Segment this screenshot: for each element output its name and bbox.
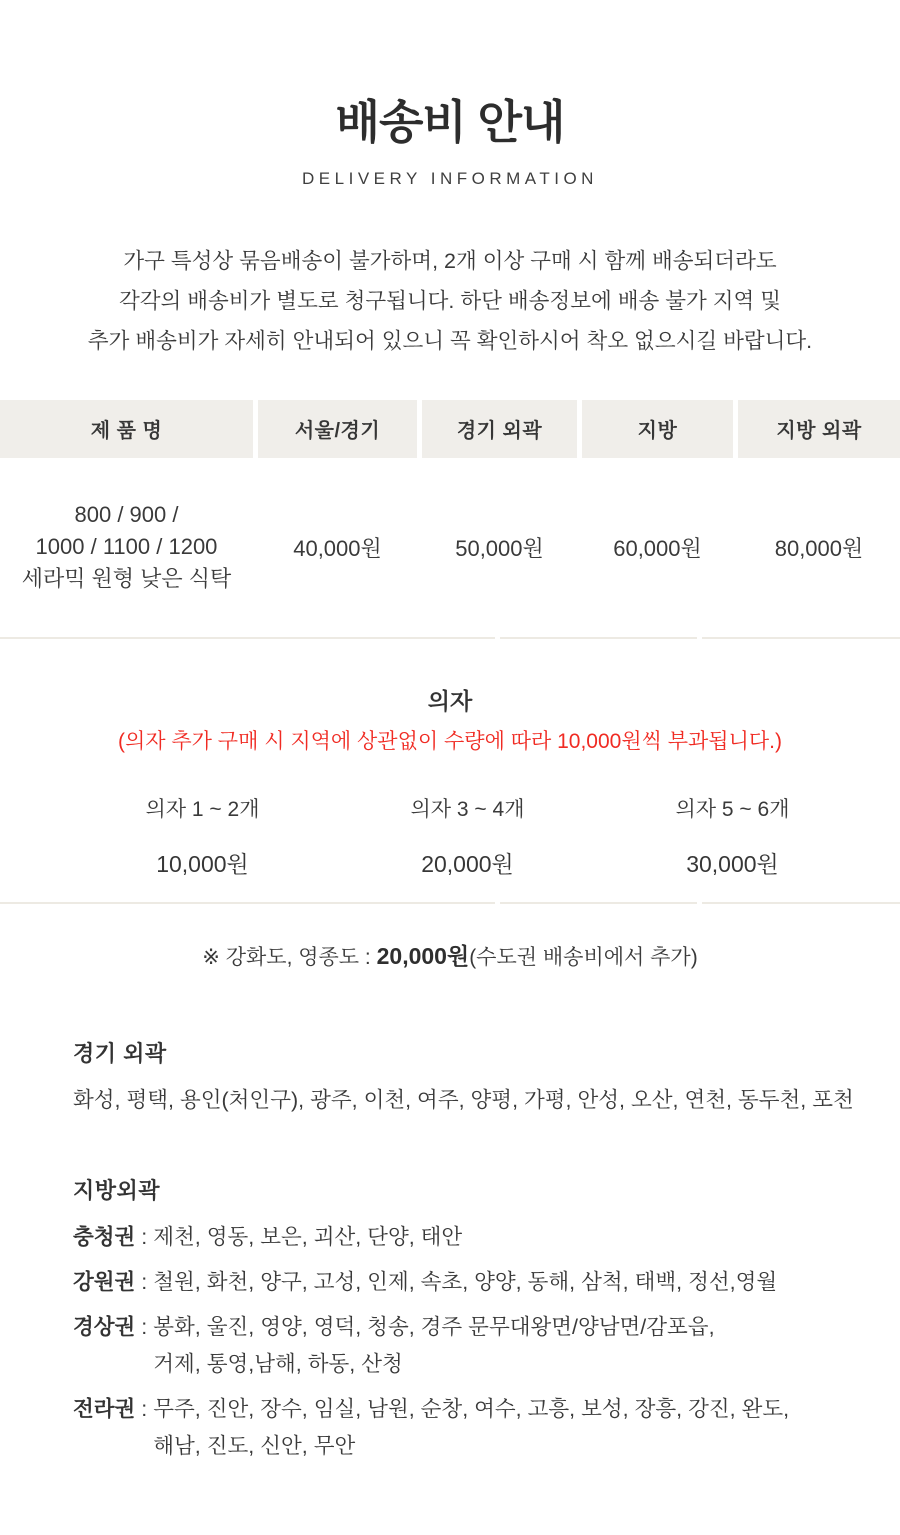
region-row-gyeongsang xyxy=(73,1309,855,1383)
price-cell-province: 60,000원 xyxy=(613,535,702,561)
region-cities-line: 제천, 영동, 보은, 괴산, 단양, 태안 xyxy=(153,1224,463,1249)
region-row-label: 전라권 xyxy=(73,1396,136,1421)
chair-fee-section xyxy=(0,639,900,904)
region-cities-line: 거제, 통영,남해, 하동, 산청 xyxy=(153,1351,403,1376)
product-name-line: 800 / 900 / xyxy=(74,502,179,528)
region-cities xyxy=(153,1264,855,1301)
island-note-price: 20,000원 xyxy=(376,942,470,969)
intro-line: 각각의 배송비가 별도로 청구됩니다. 하단 배송정보에 배송 불가 지역 및 xyxy=(118,288,782,313)
chair-section-title: 의자 xyxy=(427,687,473,714)
column-header-product: 제 품 명 xyxy=(0,400,253,458)
region-row-gangwon xyxy=(73,1264,855,1301)
region-gyeonggi-outskirts xyxy=(73,1040,855,1119)
region-cities-line: 철원, 화천, 양구, 고성, 인제, 속초, 양양, 동해, 삼척, 태백, 정선,영월 xyxy=(153,1269,778,1294)
section-divider xyxy=(0,637,900,639)
island-note-suffix: (수도권 배송비에서 추가) xyxy=(469,945,698,969)
intro-line: 가구 특성상 묶음배송이 불가하며, 2개 이상 구매 시 함께 배송되더라도 xyxy=(123,248,777,273)
table-row xyxy=(0,458,900,637)
chair-tier-price: 30,000원 xyxy=(686,850,779,877)
region-row-separator: : xyxy=(135,1396,154,1421)
region-cities xyxy=(153,1309,855,1383)
chair-tier xyxy=(335,796,600,878)
region-heading: 지방외곽 xyxy=(73,1177,161,1203)
region-lists xyxy=(0,1040,900,1465)
region-province-outskirts xyxy=(73,1177,855,1465)
region-row-label: 충청권 xyxy=(73,1224,136,1249)
page-subtitle: DELIVERY INFORMATION xyxy=(302,168,598,188)
product-name-line: 세라믹 원형 낮은 식탁 xyxy=(21,566,232,592)
region-cities-line: 화성, 평택, 용인(처인구), 광주, 이천, 여주, 양평, 가평, 안성, 오산, 연천, 동두천, 포천 xyxy=(73,1087,854,1112)
price-cell-province-outskirts: 80,000원 xyxy=(774,535,864,561)
product-name-cell xyxy=(0,458,253,637)
chair-tier xyxy=(600,796,865,878)
region-cities-line: 해남, 진도, 신안, 무안 xyxy=(153,1433,356,1458)
column-header-seoul-gyeonggi: 서울/경기 xyxy=(258,400,417,458)
chair-tier-label: 의자 3 ~ 4개 xyxy=(410,797,525,821)
region-row-label: 강원권 xyxy=(73,1269,136,1294)
table-header-row xyxy=(0,400,900,458)
region-row-chungcheong xyxy=(73,1219,855,1256)
region-row-separator: : xyxy=(135,1269,154,1294)
price-cell-seoul-gyeonggi: 40,000원 xyxy=(293,535,382,561)
chair-tier-price: 10,000원 xyxy=(156,850,249,877)
page-title: 배송비 안내 xyxy=(335,96,565,148)
region-row-separator: : xyxy=(135,1224,154,1249)
column-header-province-outskirts: 지방 외곽 xyxy=(738,400,900,458)
region-row-jeolla xyxy=(73,1391,855,1465)
section-divider xyxy=(0,902,900,904)
product-name-line: 1000 / 1100 / 1200 xyxy=(35,534,218,560)
column-header-province: 지방 xyxy=(582,400,733,458)
chair-tier-label: 의자 5 ~ 6개 xyxy=(675,797,790,821)
intro-paragraph xyxy=(0,241,900,361)
island-note-prefix: ※ 강화도, 영종도 : xyxy=(202,945,377,969)
chair-tier-label: 의자 1 ~ 2개 xyxy=(145,797,260,821)
region-heading: 경기 외곽 xyxy=(73,1040,167,1066)
price-cell-gyeonggi-outskirts: 50,000원 xyxy=(455,535,544,561)
region-cities xyxy=(153,1391,855,1465)
region-cities-line: 무주, 진안, 장수, 임실, 남원, 순창, 여수, 고흥, 보성, 장흥, 강진, 완도, xyxy=(153,1396,790,1421)
region-cities xyxy=(153,1219,855,1256)
shipping-fee-table xyxy=(0,400,900,639)
island-surcharge-note xyxy=(0,942,900,972)
chair-fee-notice: (의자 추가 구매 시 지역에 상관없이 수량에 따라 10,000원씩 부과됩니다.) xyxy=(118,729,782,753)
intro-line: 추가 배송비가 자세히 안내되어 있으니 꼭 확인하시어 착오 없으시길 바랍니다. xyxy=(87,328,813,353)
region-row xyxy=(73,1082,855,1119)
chair-tier-row xyxy=(0,796,900,878)
chair-tier-price: 20,000원 xyxy=(421,850,514,877)
column-header-gyeonggi-outskirts: 경기 외곽 xyxy=(422,400,577,458)
region-cities-line: 봉화, 울진, 영양, 영덕, 청송, 경주 문무대왕면/양남면/감포읍, xyxy=(153,1314,715,1339)
region-row-separator: : xyxy=(135,1314,154,1339)
region-cities xyxy=(73,1082,855,1119)
chair-tier xyxy=(70,796,335,878)
region-row-label: 경상권 xyxy=(73,1314,136,1339)
